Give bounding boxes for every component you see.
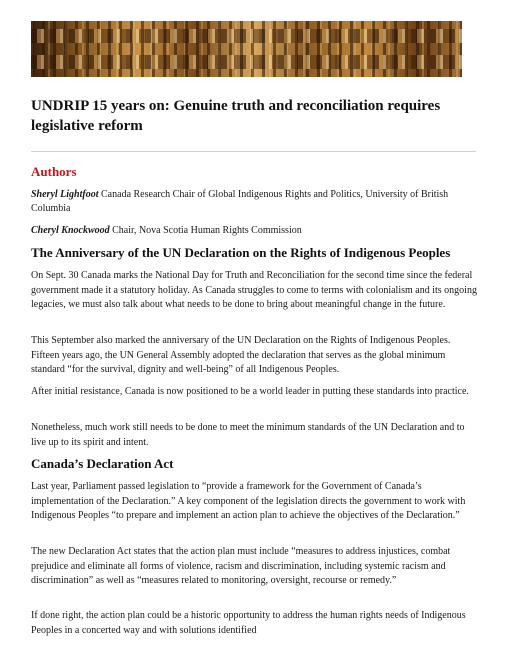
paragraph: Nonetheless, much work still needs to be done to meet the minimum standards of the UN Declaration and to live up to its spirit and intent.: [31, 422, 465, 448]
banner-pattern-band-bottom: [31, 55, 462, 69]
author-name: Cheryl Knockwood: [31, 225, 110, 236]
section-heading: The Anniversary of the UN Declaration on the Rights of Indigenous Peoples: [31, 245, 451, 260]
authors-heading: Authors: [31, 164, 77, 179]
author-entry: [31, 224, 476, 238]
paragraph: The new Declaration Act states that the action plan must include “measures to address injustices, combat prejudice and eliminate all forms of violence, racism and discrimination, including systemic racism and discrimination” as well as “measures related to monitoring, oversight, recourse or remedy.”: [31, 546, 451, 586]
paragraph: This September also marked the anniversary of the UN Declaration on the Rights of Indigenous Peoples. Fifteen years ago, the UN General Assembly adopted the declaration that serves as the global minimum standard “for the survival, dignity and well-being” of all Indigenous Peoples.: [31, 335, 451, 375]
paragraph: Last year, Parliament passed legislation to “provide a framework for the Government of Canada’s implementation of the Declaration.” A key component of the legislation directs the government to work with Indigenous Peoples “to prepare and implement an action plan to achieve the objectives of the Declaration.”: [31, 481, 466, 521]
banner-pattern-band-top: [31, 29, 462, 43]
author-affiliation: Chair, Nova Scotia Human Rights Commission: [109, 225, 302, 236]
article-title: UNDRIP 15 years on: Genuine truth and reconciliation requires legislative reform: [31, 98, 441, 134]
divider: [31, 151, 476, 152]
paragraph: If done right, the action plan could be a historic opportunity to address the human rights needs of Indigenous Peoples in a concerted way and with solutions identified: [31, 610, 466, 636]
banner-image: [31, 21, 462, 77]
section-heading: Canada’s Declaration Act: [31, 456, 174, 471]
author-affiliation: Canada Research Chair of Global Indigenous Rights and Politics, University of British Columbia: [31, 189, 449, 214]
author-entry: [31, 188, 476, 216]
author-name: Sheryl Lightfoot: [31, 189, 99, 200]
paragraph: On Sept. 30 Canada marks the National Day for Truth and Reconciliation for the second time since the federal government made it a statutory holiday. As Canada struggles to come to terms with colonialism and its ongoing legacies, we must also talk about what needs to be done to bring about meaningful change in the future.: [31, 270, 477, 310]
paragraph: After initial resistance, Canada is now positioned to be a world leader in putting these standards into practice.: [31, 386, 469, 397]
